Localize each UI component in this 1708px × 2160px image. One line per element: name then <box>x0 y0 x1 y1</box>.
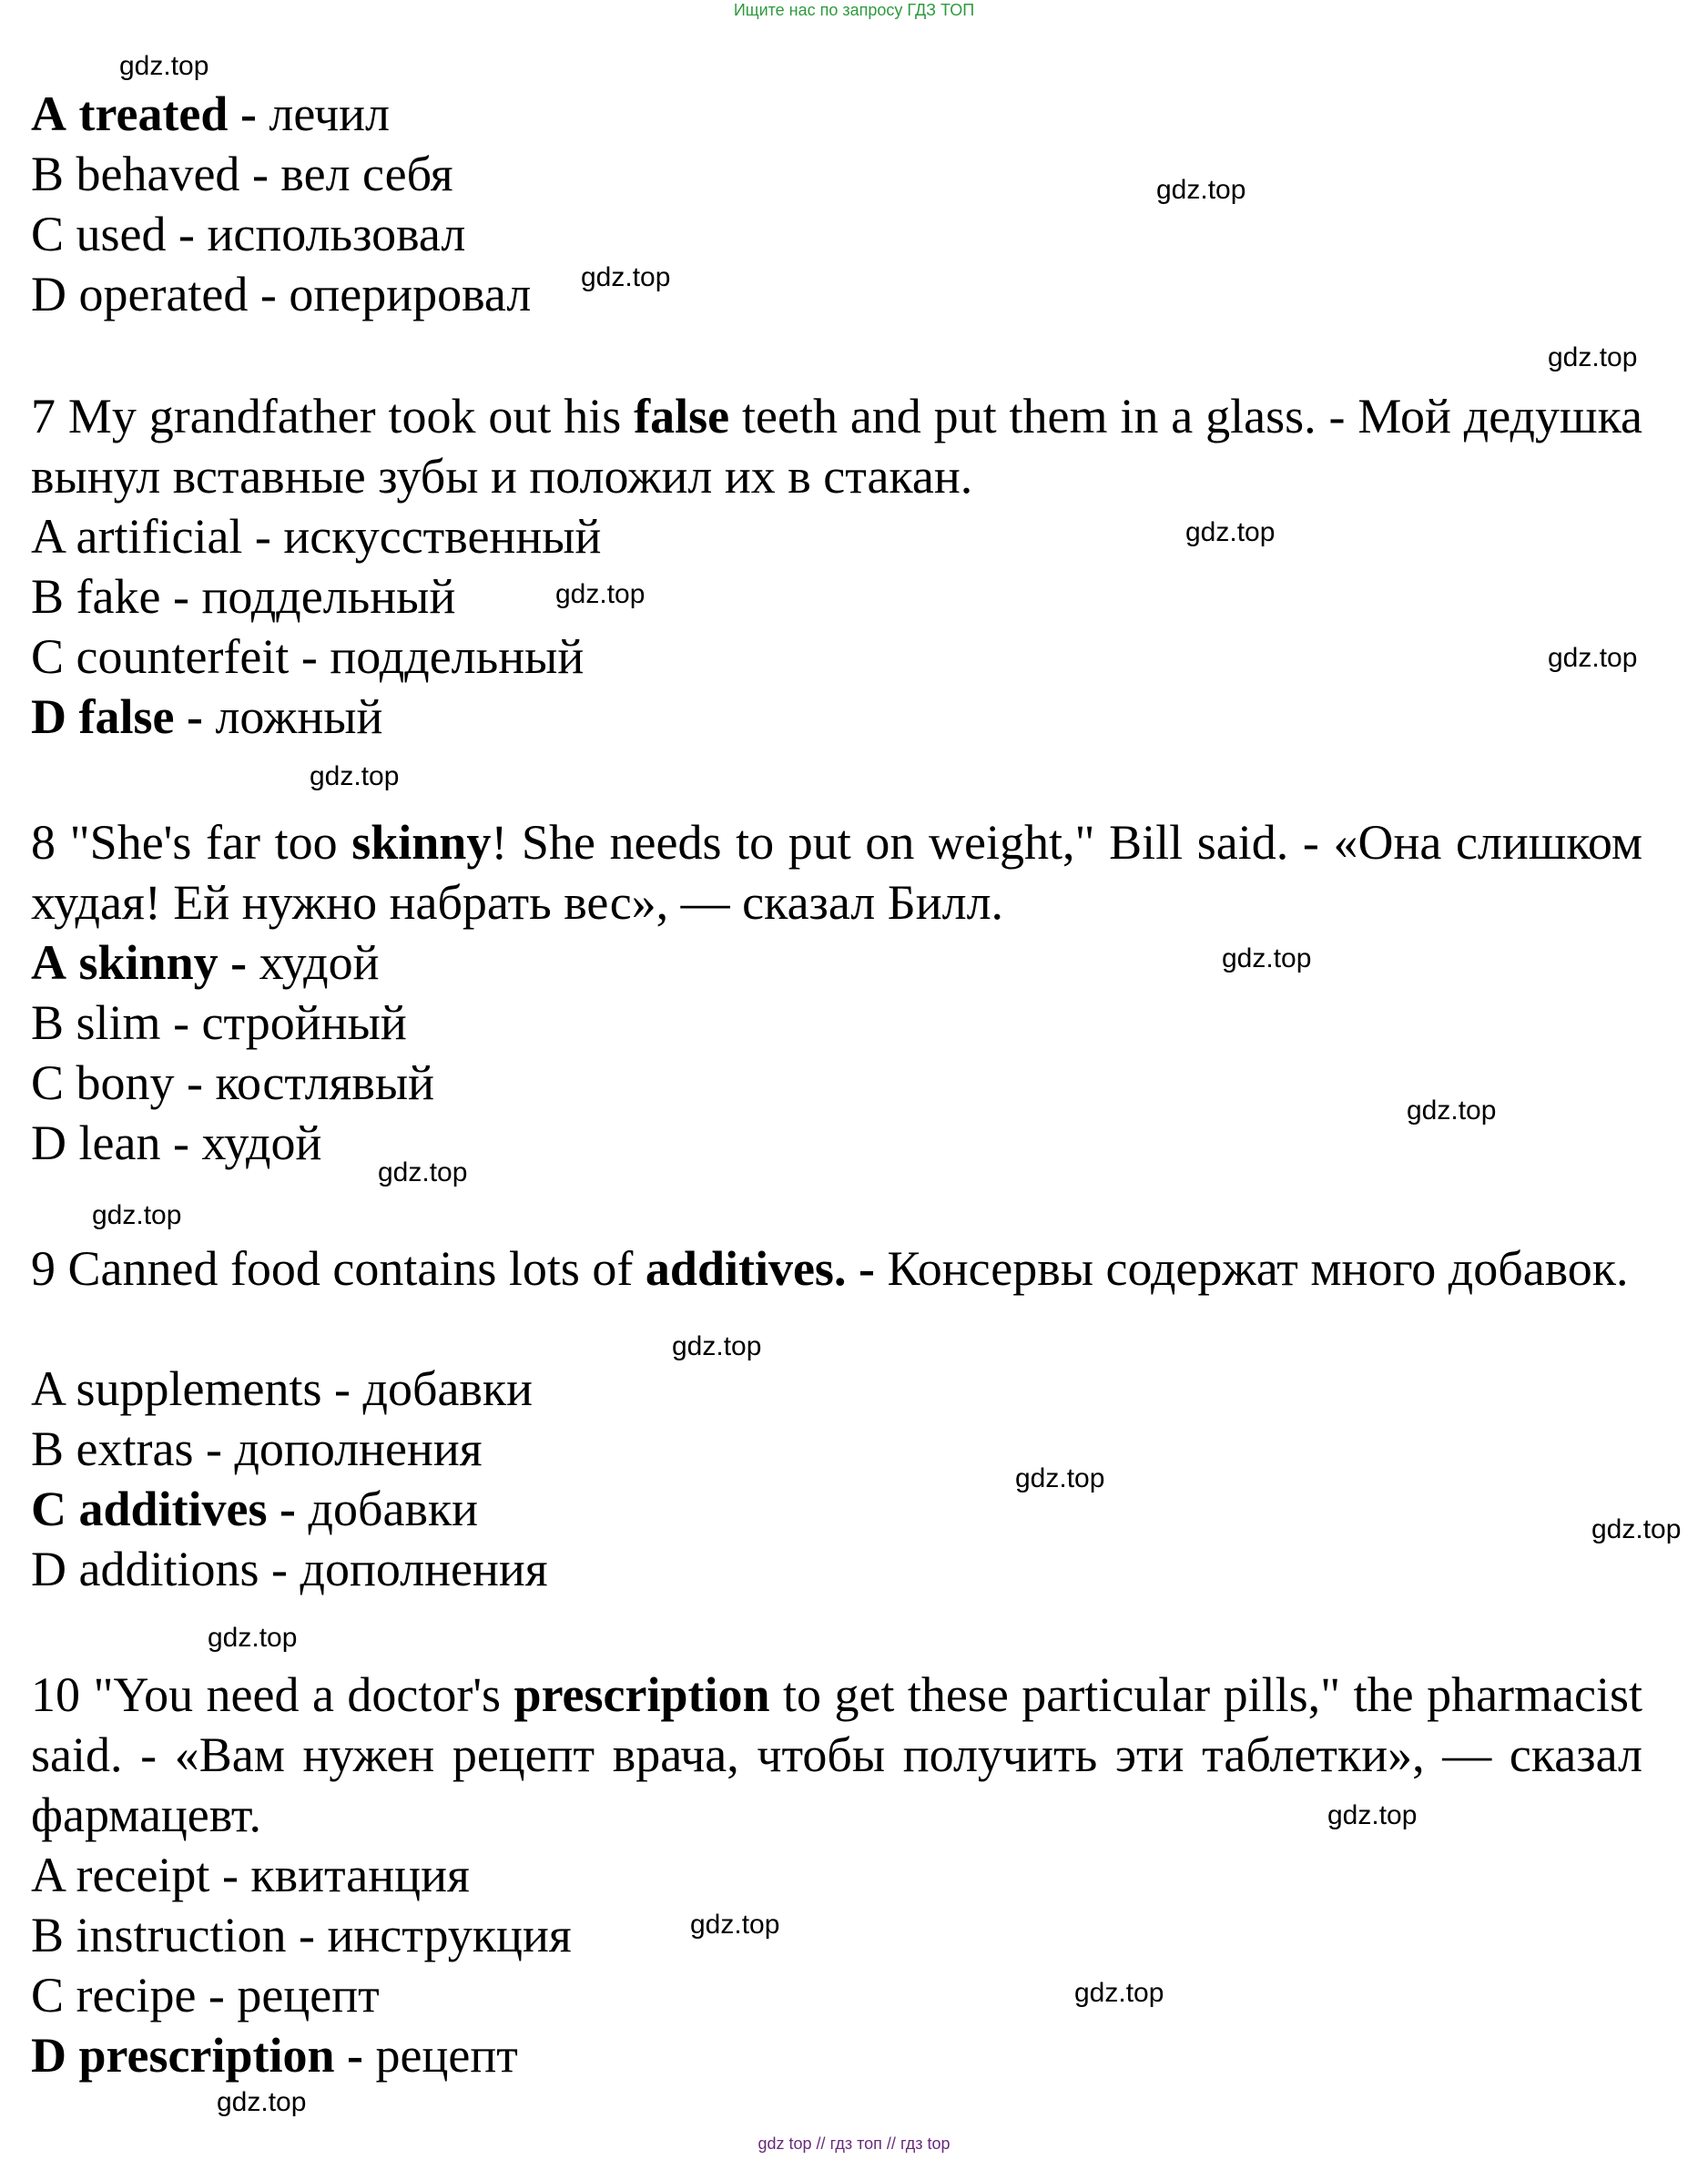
question-text: Консервы содержат много добавок. <box>874 1241 1629 1296</box>
option-word: recipe <box>76 1968 197 2022</box>
option-letter: D <box>31 2028 66 2083</box>
option-separator: - <box>239 147 281 201</box>
watermark: gdz.top <box>555 579 646 609</box>
option-translation: оперировал <box>289 267 532 321</box>
option-letter: C <box>31 1482 66 1536</box>
watermark: gdz.top <box>1074 1978 1164 2008</box>
question-keyword: prescription <box>513 1667 770 1722</box>
option-separator: - <box>160 995 202 1050</box>
option-letter: D <box>31 267 66 321</box>
option-letter: A <box>31 509 65 564</box>
watermark: gdz.top <box>1548 643 1638 673</box>
option-letter: D <box>31 1542 66 1596</box>
watermark: gdz.top <box>581 262 671 292</box>
option-word: prescription <box>78 2028 335 2083</box>
option-separator: - <box>228 87 269 141</box>
option-separator: - <box>209 1848 251 1902</box>
option-separator: - <box>174 689 216 744</box>
footer-link[interactable]: gdz top <box>757 2135 812 2153</box>
question-text: My grandfather took out his <box>56 389 635 443</box>
option-line <box>31 1113 321 1173</box>
option-letter: B <box>31 1908 65 1962</box>
watermark: gdz.top <box>672 1331 762 1361</box>
question-text: "You need a doctor's <box>80 1667 514 1722</box>
option-word: treated <box>78 87 229 141</box>
option-line <box>31 84 390 144</box>
footer-separator: // <box>886 2135 896 2153</box>
option-letter: C <box>31 207 65 261</box>
option-word: slim <box>76 995 161 1050</box>
option-separator: - <box>286 1908 328 1962</box>
option-separator: - <box>196 1968 238 2022</box>
option-line <box>31 204 465 264</box>
option-word: artificial <box>76 509 243 564</box>
option-letter: C <box>31 1055 65 1110</box>
watermark: gdz.top <box>310 761 400 791</box>
option-letter: B <box>31 995 65 1050</box>
option-line <box>31 144 453 204</box>
option-word: false <box>78 689 175 744</box>
watermark: gdz.top <box>1591 1514 1682 1544</box>
option-separator: - <box>193 1421 235 1476</box>
option-translation: рецепт <box>237 1968 380 2022</box>
option-word: additives <box>78 1482 268 1536</box>
option-translation: дополнения <box>234 1421 483 1476</box>
option-line <box>31 1539 548 1599</box>
option-line <box>31 1479 478 1539</box>
option-word: receipt <box>76 1848 210 1902</box>
option-translation: инструкция <box>327 1908 572 1962</box>
watermark: gdz.top <box>1156 175 1246 205</box>
option-letter: B <box>31 147 65 201</box>
option-word: instruction <box>76 1908 287 1962</box>
option-separator: - <box>174 1055 216 1110</box>
question-keyword: skinny <box>351 815 492 870</box>
option-translation: поддельный <box>201 569 456 624</box>
option-letter: C <box>31 629 65 684</box>
watermark: gdz.top <box>1222 943 1312 973</box>
option-line <box>31 1419 483 1479</box>
question-text: Canned food contains lots of <box>56 1241 646 1296</box>
question-text: ! She needs to put on weight," Bill said. - «Она слишком худая! Ей нужно набрать вес», — сказал Билл. <box>31 815 1642 930</box>
option-translation: добавки <box>308 1482 479 1536</box>
option-word: fake <box>76 569 161 624</box>
option-separator: - <box>160 1116 202 1170</box>
option-translation: вел себя <box>280 147 453 201</box>
option-translation: лечил <box>269 87 390 141</box>
option-letter: A <box>31 935 66 990</box>
question-text: teeth and put them in a glass. - Мой дедушка вынул вставные зубы и положил их в стакан. <box>31 389 1642 504</box>
option-separator: - <box>218 935 259 990</box>
watermark: gdz.top <box>1327 1800 1418 1830</box>
option-translation: искусственный <box>283 509 602 564</box>
option-line <box>31 1359 533 1419</box>
option-letter: D <box>31 689 66 744</box>
option-line <box>31 932 380 993</box>
option-letter: D <box>31 1116 66 1170</box>
question-9 <box>31 1238 1642 1299</box>
question-keyword: false <box>634 389 730 443</box>
option-word: behaved <box>76 147 240 201</box>
option-separator: - <box>248 267 290 321</box>
option-word: counterfeit <box>76 629 290 684</box>
question-number: 8 <box>31 815 56 870</box>
option-translation: стройный <box>201 995 407 1050</box>
question-7 <box>31 386 1642 506</box>
option-letter: A <box>31 87 66 141</box>
option-word: supplements <box>76 1361 322 1416</box>
footer-link[interactable]: гдз top <box>900 2135 951 2153</box>
option-separator: - <box>160 569 202 624</box>
footer-link[interactable]: гдз топ <box>829 2135 882 2153</box>
option-word: skinny <box>78 935 219 990</box>
option-word: lean <box>78 1116 161 1170</box>
option-line <box>31 264 531 324</box>
question-10 <box>31 1665 1642 1845</box>
option-line <box>31 1845 470 1905</box>
option-line <box>31 1053 434 1113</box>
option-line <box>31 627 584 687</box>
option-line <box>31 993 407 1053</box>
option-separator: - <box>259 1542 300 1596</box>
option-translation: худой <box>201 1116 322 1170</box>
option-separator: - <box>242 509 284 564</box>
watermark: gdz.top <box>690 1910 780 1940</box>
option-letter: B <box>31 1421 65 1476</box>
option-translation: квитанция <box>250 1848 470 1902</box>
watermark: gdz.top <box>217 2087 307 2117</box>
option-line <box>31 687 382 747</box>
option-translation: ложный <box>215 689 383 744</box>
option-word: additions <box>78 1542 259 1596</box>
option-translation: поддельный <box>330 629 585 684</box>
option-line <box>31 506 601 566</box>
option-separator: - <box>289 629 330 684</box>
option-separator: - <box>321 1361 363 1416</box>
option-word: operated <box>78 267 249 321</box>
option-letter: C <box>31 1968 65 2022</box>
watermark: gdz.top <box>1548 342 1638 372</box>
option-translation: добавки <box>362 1361 534 1416</box>
option-translation: дополнения <box>300 1542 548 1596</box>
option-letter: A <box>31 1361 65 1416</box>
page-footer <box>0 2134 1708 2154</box>
option-translation: костлявый <box>215 1055 435 1110</box>
option-word: bony <box>76 1055 175 1110</box>
page-header: Ищите нас по запросу ГДЗ ТОП <box>733 1 975 19</box>
watermark: gdz.top <box>92 1200 182 1230</box>
option-word: used <box>76 207 167 261</box>
question-text: to get these particular pills," the pharmacist said. - «Вам нужен рецепт врача, чтобы получить эти таблетки», — сказал фармацевт. <box>31 1667 1642 1842</box>
question-number: 7 <box>31 389 56 443</box>
watermark: gdz.top <box>1185 517 1276 547</box>
watermark: gdz.top <box>1015 1463 1105 1493</box>
watermark: gdz.top <box>378 1157 468 1187</box>
option-letter: B <box>31 569 65 624</box>
option-line <box>31 2025 518 2085</box>
watermark: gdz.top <box>1407 1095 1497 1126</box>
question-number: 10 <box>31 1667 80 1722</box>
question-8 <box>31 812 1642 932</box>
option-separator: - <box>267 1482 309 1536</box>
option-line <box>31 566 455 627</box>
option-separator: - <box>334 2028 376 2083</box>
question-keyword: additives. - <box>645 1241 875 1296</box>
watermark: gdz.top <box>119 51 209 81</box>
option-word: extras <box>76 1421 194 1476</box>
option-translation: рецепт <box>375 2028 518 2083</box>
option-separator: - <box>166 207 208 261</box>
footer-separator: // <box>816 2135 826 2153</box>
option-line <box>31 1965 380 2025</box>
question-number: 9 <box>31 1241 56 1296</box>
option-translation: использовал <box>207 207 466 261</box>
question-text: "She's far too <box>56 815 352 870</box>
option-translation: худой <box>259 935 380 990</box>
watermark: gdz.top <box>208 1623 298 1653</box>
option-letter: A <box>31 1848 65 1902</box>
option-line <box>31 1905 572 1965</box>
